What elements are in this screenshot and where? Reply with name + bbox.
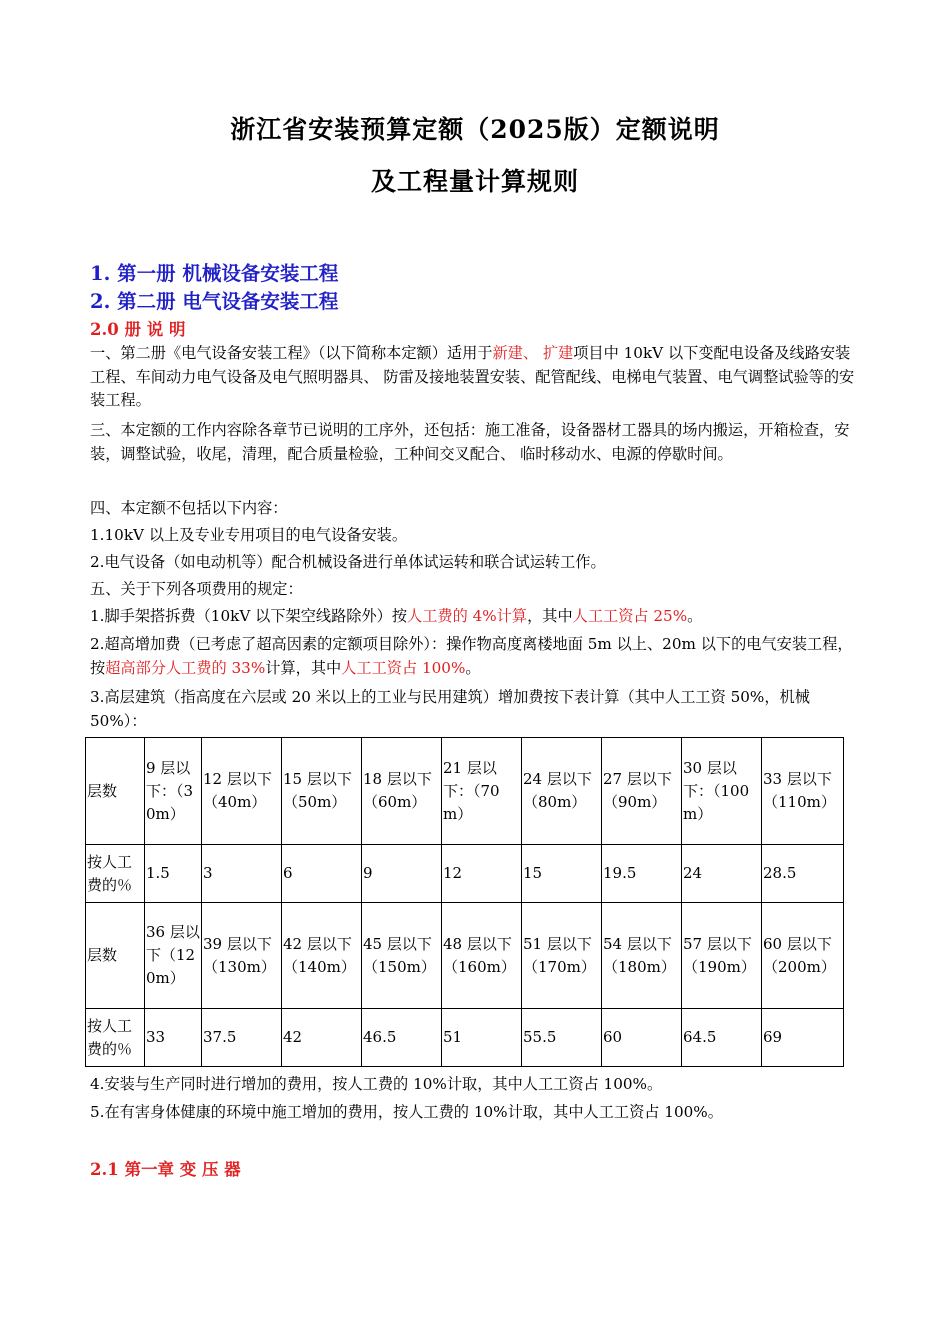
document-title-line2: 及工程量计算规则 bbox=[370, 167, 579, 196]
table-cell: 46.5 bbox=[362, 1009, 442, 1067]
subsection-heading-2-1: 2.1 第一章 变 压 器 bbox=[90, 1160, 241, 1179]
paragraph-text: 2.超高增加费（已考虑了超高因素的定额项目除外）：操作物高度离楼地面 5m 以上、20m 以下的电气安装工程，按 bbox=[90, 635, 853, 677]
table-cell: 54 层以下（180m） bbox=[602, 903, 682, 1009]
paragraph-text: 一、第二册《电气设备安装工程》（以下简称本定额）适用于 bbox=[90, 344, 493, 362]
table-cell: 48 层以下（160m） bbox=[442, 903, 522, 1009]
table-cell: 6 bbox=[282, 845, 362, 903]
table-cell: 24 bbox=[682, 845, 762, 903]
table-cell: 33 bbox=[145, 1009, 202, 1067]
paragraph-fee-5: 5.在有害身体健康的环境中施工增加的费用，按人工费的 10%计取，其中人工工资占 100%。 bbox=[90, 1103, 723, 1121]
paragraph-fees: 五、关于下列各项费用的规定： bbox=[90, 580, 303, 598]
paragraph-text: 计算，其中 bbox=[265, 658, 342, 677]
table-cell: 19.5 bbox=[602, 845, 682, 903]
table-cell: 层数 bbox=[86, 738, 145, 845]
paragraph-text: ，其中 bbox=[527, 607, 573, 625]
table-cell: 36 层以下（120m） bbox=[145, 903, 202, 1009]
table-cell: 60 层以下（200m） bbox=[762, 903, 844, 1009]
document-title-line1: 浙江省安装预算定额（2025版）定额说明 bbox=[230, 115, 720, 144]
table-cell: 42 层以下（140m） bbox=[282, 903, 362, 1009]
table-cell: 27 层以下（90m） bbox=[602, 738, 682, 845]
highlight-text: 人工工资占 100% bbox=[341, 658, 466, 677]
table-cell: 1.5 bbox=[145, 845, 202, 903]
table-cell: 按人工费的％ bbox=[86, 845, 145, 903]
table-cell: 55.5 bbox=[522, 1009, 602, 1067]
table-cell: 30 层以下：（100m） bbox=[682, 738, 762, 845]
paragraph-exclusions: 四、本定额不包括以下内容： bbox=[90, 499, 288, 517]
table-cell: 15 层以下（50m） bbox=[282, 738, 362, 845]
paragraph-fee-1 bbox=[90, 605, 862, 629]
table-cell: 12 bbox=[442, 845, 522, 903]
table-cell: 69 bbox=[762, 1009, 844, 1067]
table-cell: 60 bbox=[602, 1009, 682, 1067]
highlight-text: 人工工资占 25% bbox=[572, 607, 688, 625]
paragraph-fee-3: 3.高层建筑（指高度在六层或 20 米以上的工业与民用建筑）增加费按下表计算（其中人工工资 50%，机械 50%）： bbox=[90, 688, 810, 730]
table-cell: 21 层以下：（70m） bbox=[442, 738, 522, 845]
section-heading-vol2: 2. 第二册 电气设备安装工程 bbox=[90, 290, 339, 313]
table-cell: 39 层以下（130m） bbox=[202, 903, 282, 1009]
paragraph-text: 1.脚手架搭拆费（10kV 以下架空线路除外）按 bbox=[90, 607, 408, 625]
paragraph-fee-4: 4.安装与生产同时进行增加的费用，按人工费的 10%计取，其中人工工资占 100%。 bbox=[90, 1075, 663, 1093]
table-cell: 42 bbox=[282, 1009, 362, 1067]
paragraph-exclusion-2: 2.电气设备（如电动机等）配合机械设备进行单体试运转和联合试运转工作。 bbox=[90, 553, 606, 571]
paragraph-text: 。 bbox=[687, 607, 703, 625]
table-cell: 层数 bbox=[86, 903, 145, 1009]
table-cell: 按人工费的％ bbox=[86, 1009, 145, 1067]
paragraph-text: 项目中 10kV 以下变配电设备及线路安装工程、车间动力电气设备及电气照明器具、 防雷及接地装置安装、配管配线、电梯电气装置、电气调整试验等的安装工程。 bbox=[90, 344, 855, 409]
subsection-heading-2-0: 2.0 册 说 明 bbox=[90, 320, 186, 339]
paragraph-fee-2 bbox=[90, 633, 862, 680]
high-rise-fee-table bbox=[85, 737, 844, 1067]
table-cell: 51 层以下（170m） bbox=[522, 903, 602, 1009]
table-cell: 28.5 bbox=[762, 845, 844, 903]
table-cell: 9 bbox=[362, 845, 442, 903]
section-heading-vol1: 1. 第一册 机械设备安装工程 bbox=[90, 262, 339, 285]
table-cell: 18 层以下（60m） bbox=[362, 738, 442, 845]
table-cell: 51 bbox=[442, 1009, 522, 1067]
table-cell: 64.5 bbox=[682, 1009, 762, 1067]
table-row bbox=[86, 903, 844, 1009]
table-row bbox=[86, 845, 844, 903]
highlight-text: 新建、 扩建 bbox=[492, 344, 574, 362]
table-cell: 45 层以下（150m） bbox=[362, 903, 442, 1009]
table-cell: 15 bbox=[522, 845, 602, 903]
table-cell: 3 bbox=[202, 845, 282, 903]
table-row bbox=[86, 1009, 844, 1067]
paragraph-exclusion-1: 1.10kV 以上及专业专用项目的电气设备安装。 bbox=[90, 526, 408, 544]
highlight-text: 人工费的 4%计算 bbox=[407, 607, 528, 625]
paragraph-work-content: 三、本定额的工作内容除各章节已说明的工序外，还包括：施工准备，设备器材工器具的场内搬运，开箱检查，安装，调整试验，收尾，清理，配合质量检验，工种间交叉配合、 临时移动水、电源的停歇时间。 bbox=[90, 421, 850, 463]
table-row bbox=[86, 738, 844, 845]
paragraph-text: 。 bbox=[465, 658, 481, 677]
table-cell: 9 层以下：（30m） bbox=[145, 738, 202, 845]
table-cell: 12 层以下（40m） bbox=[202, 738, 282, 845]
highlight-text: 超高部分人工费的 33% bbox=[105, 658, 266, 677]
paragraph-scope bbox=[90, 342, 862, 413]
table-cell: 37.5 bbox=[202, 1009, 282, 1067]
table-cell: 24 层以下（80m） bbox=[522, 738, 602, 845]
table-cell: 57 层以下（190m） bbox=[682, 903, 762, 1009]
table-cell: 33 层以下（110m） bbox=[762, 738, 844, 845]
